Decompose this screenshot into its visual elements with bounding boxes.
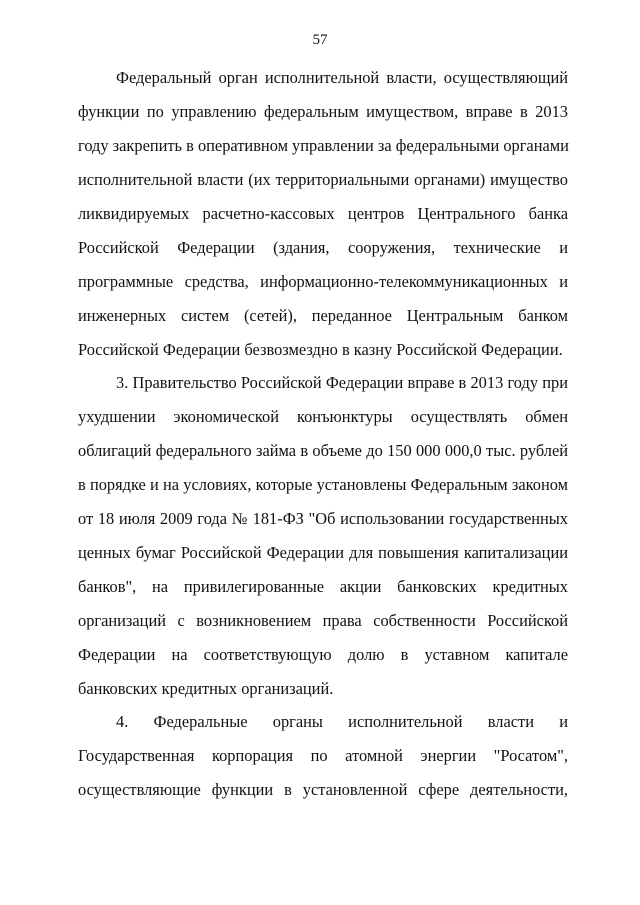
- text-line: в порядке и на условиях, которые установлены Федеральным законом: [78, 475, 568, 494]
- text-line: Российской Федерации (здания, сооружения, технические и: [78, 238, 568, 257]
- text-line: функции по управлению федеральным имуществом, вправе в 2013: [78, 102, 568, 121]
- text-line: банковских кредитных организаций.: [78, 679, 334, 698]
- text-line: от 18 июля 2009 года № 181-ФЗ "Об использовании государственных: [78, 509, 568, 528]
- text-line: 3. Правительство Российской Федерации вправе в 2013 году при: [116, 373, 568, 392]
- text-line: программные средства, информационно-телекоммуникационных и: [78, 272, 568, 291]
- text-line: исполнительной власти (их территориальными органами) имущество: [78, 170, 568, 189]
- text-line: ухудшении экономической конъюнктуры осуществлять обмен: [78, 407, 568, 426]
- text-line: ценных бумаг Российской Федерации для повышения капитализации: [78, 543, 568, 562]
- text-line: инженерных систем (сетей), переданное Центральным банком: [78, 306, 568, 325]
- text-line: облигаций федерального займа в объеме до 150 000 000,0 тыс. рублей: [78, 441, 568, 460]
- text-line: Российской Федерации безвозмездно в казну Российской Федерации.: [78, 340, 563, 359]
- text-line: Федерации на соответствующую долю в уставном капитале: [78, 645, 568, 664]
- text-line: 4. Федеральные органы исполнительной власти и: [116, 712, 568, 731]
- text-line: банков", на привилегированные акции банковских кредитных: [78, 577, 568, 596]
- text-line: организаций с возникновением права собственности Российской: [78, 611, 568, 630]
- text-line: осуществляющие функции в установленной сфере деятельности,: [78, 780, 568, 799]
- text-line: году закрепить в оперативном управлении за федеральными органами: [78, 136, 569, 155]
- text-line: Государственная корпорация по атомной энергии "Росатом",: [78, 746, 568, 765]
- text-line: Федеральный орган исполнительной власти, осуществляющий: [116, 68, 568, 87]
- text-line: ликвидируемых расчетно-кассовых центров Центрального банка: [78, 204, 568, 223]
- page-number: 57: [312, 32, 328, 48]
